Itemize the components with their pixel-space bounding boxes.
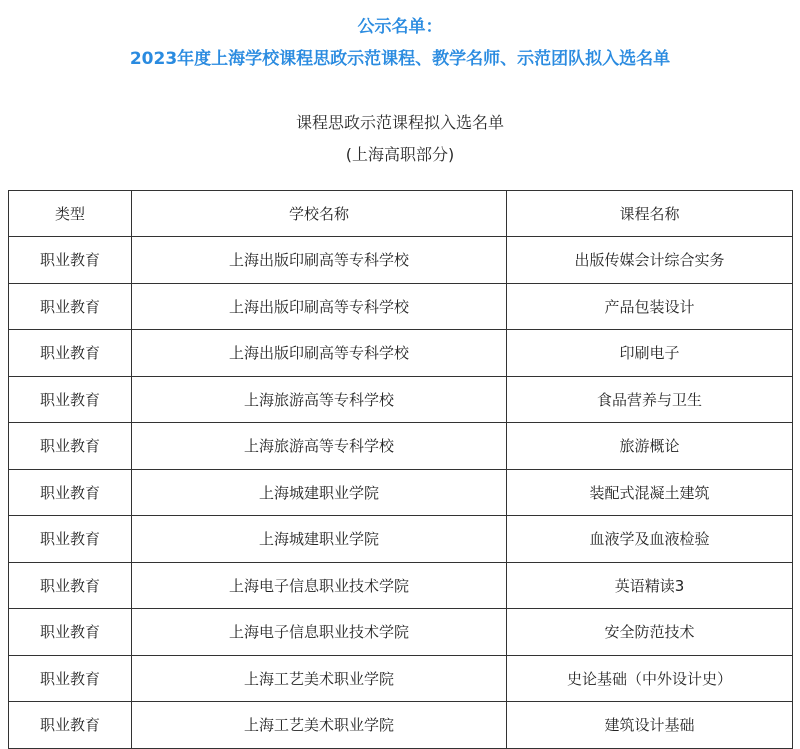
cell-type: 职业教育 <box>9 609 132 656</box>
cell-course: 产品包装设计 <box>507 283 793 330</box>
cell-type: 职业教育 <box>9 702 132 749</box>
cell-school: 上海城建职业学院 <box>132 516 507 563</box>
table-header-row <box>9 191 793 237</box>
cell-school: 上海出版印刷高等专科学校 <box>132 283 507 330</box>
header-type: 类型 <box>9 191 132 237</box>
cell-type: 职业教育 <box>9 330 132 377</box>
cell-course: 装配式混凝土建筑 <box>507 469 793 516</box>
list-subtitle: (上海高职部分) <box>345 145 455 164</box>
table-row <box>9 655 793 702</box>
cell-school: 上海旅游高等专科学校 <box>132 423 507 470</box>
cell-school: 上海城建职业学院 <box>132 469 507 516</box>
table-row <box>9 702 793 749</box>
header-school: 学校名称 <box>132 191 507 237</box>
list-title: 课程思政示范课程拟入选名单 <box>295 113 504 132</box>
cell-type: 职业教育 <box>9 283 132 330</box>
cell-school: 上海旅游高等专科学校 <box>132 376 507 423</box>
table-row <box>9 562 793 609</box>
table-row <box>9 376 793 423</box>
cell-school: 上海工艺美术职业学院 <box>132 655 507 702</box>
cell-type: 职业教育 <box>9 655 132 702</box>
cell-type: 职业教育 <box>9 423 132 470</box>
table-row <box>9 423 793 470</box>
notice-title: 2023年度上海学校课程思政示范课程、教学名师、示范团队拟入选名单 <box>129 49 671 69</box>
cell-course: 食品营养与卫生 <box>507 376 793 423</box>
cell-course: 旅游概论 <box>507 423 793 470</box>
cell-type: 职业教育 <box>9 516 132 563</box>
roster-table <box>8 190 793 749</box>
table-row <box>9 469 793 516</box>
cell-course: 建筑设计基础 <box>507 702 793 749</box>
cell-course: 印刷电子 <box>507 330 793 377</box>
cell-school: 上海出版印刷高等专科学校 <box>132 330 507 377</box>
table-row <box>9 330 793 377</box>
cell-course: 英语精读3 <box>507 562 793 609</box>
cell-school: 上海工艺美术职业学院 <box>132 702 507 749</box>
table-row <box>9 609 793 656</box>
cell-school: 上海电子信息职业技术学院 <box>132 609 507 656</box>
cell-course: 出版传媒会计综合实务 <box>507 237 793 284</box>
cell-type: 职业教育 <box>9 562 132 609</box>
cell-type: 职业教育 <box>9 237 132 284</box>
cell-course: 安全防范技术 <box>507 609 793 656</box>
cell-course: 血液学及血液检验 <box>507 516 793 563</box>
cell-school: 上海出版印刷高等专科学校 <box>132 237 507 284</box>
header-course: 课程名称 <box>507 191 793 237</box>
cell-type: 职业教育 <box>9 469 132 516</box>
cell-course: 史论基础（中外设计史） <box>507 655 793 702</box>
cell-school: 上海电子信息职业技术学院 <box>132 562 507 609</box>
cell-type: 职业教育 <box>9 376 132 423</box>
table-row <box>9 283 793 330</box>
table-row <box>9 237 793 284</box>
notice-label: 公示名单： <box>357 17 443 37</box>
table-row <box>9 516 793 563</box>
